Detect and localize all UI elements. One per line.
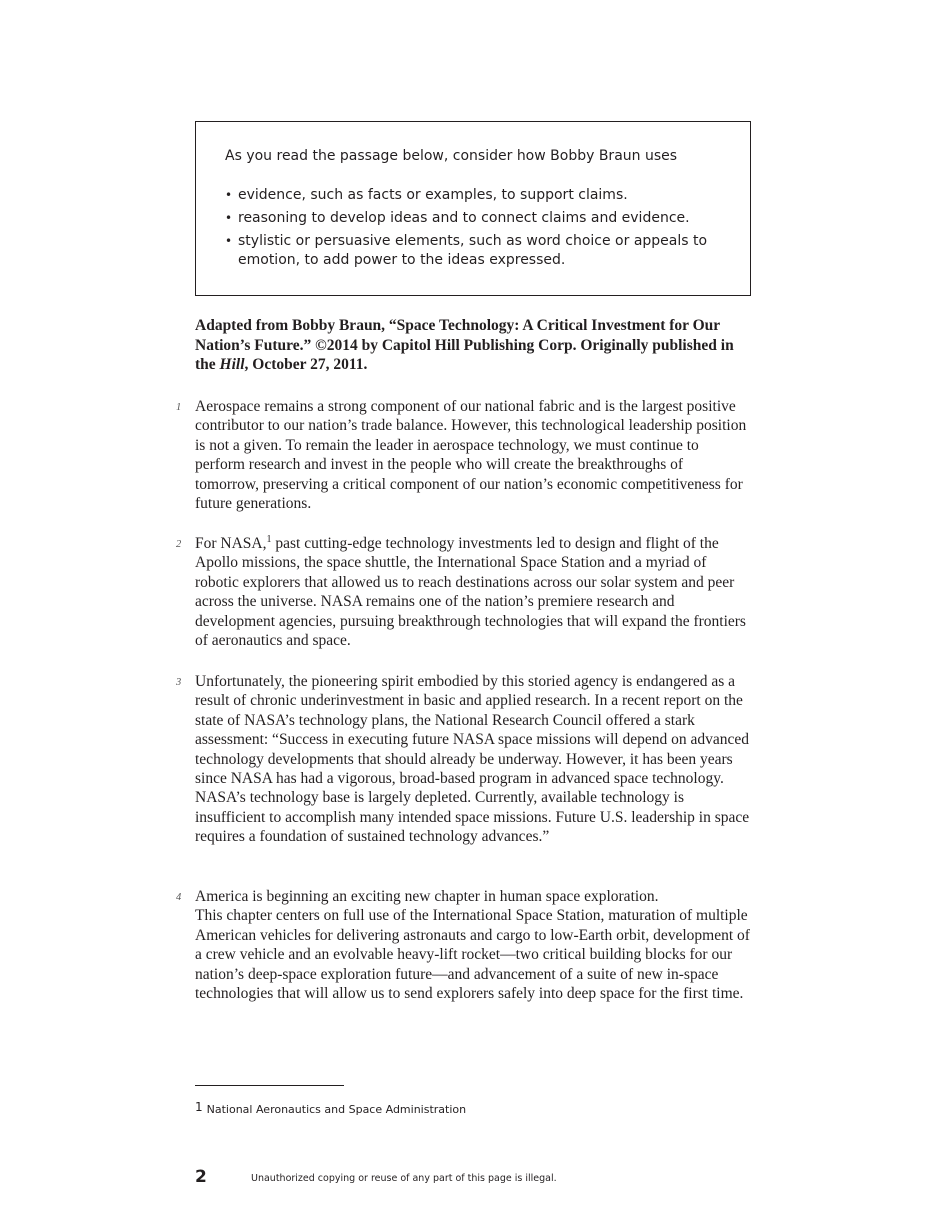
paragraph-2	[176, 533, 750, 650]
footnote-mark: 1	[195, 1100, 203, 1114]
paragraph-4	[176, 887, 750, 1003]
footnote-divider	[195, 1085, 344, 1086]
prompt-bullet-reasoning	[225, 209, 735, 228]
prompt-intro: As you read the passage below, consider how Bobby Braun uses	[225, 148, 678, 164]
prompt-bullet-text: evidence, such as facts or examples, to support claims.	[238, 187, 628, 203]
paragraph-text: Unfortunately, the pioneering spirit embodied by this storied agency is endangered as a result of chronic underinvestment in basic and applied research. In a recent report on the state of NASA’s technology plans, the National Research Council offered a stark assessment: “Success in executing future NASA space missions will depend on advanced technology developments that should already be underway. However, it has been years since NASA has had a vigorous, broad-based program in advanced space technology. NASA’s technology base is largely depleted. Currently, available technology is insufficient to accomplish many intended space missions. Future U.S. leadership in space requires a foundation of sustained technology advances.”	[195, 673, 750, 846]
prompt-bullet-stylistic	[225, 232, 735, 270]
source-citation	[195, 316, 755, 375]
bullet-glyph: •	[225, 234, 233, 248]
prompt-bullet-list	[225, 186, 735, 274]
prompt-bullet-text: stylistic or persuasive elements, such as word choice or appeals to emotion, to add power to the ideas expressed.	[238, 233, 708, 268]
paragraph-number: 2	[176, 539, 182, 550]
reading-prompt-box	[195, 121, 751, 296]
footnote	[195, 1101, 466, 1118]
paragraph-lead: For NASA,	[195, 535, 267, 552]
citation-text: Adapted from Bobby Braun, “Space Technology: A Critical Investment for Our Nation’s Future.” ©2014 by Capitol Hill Publishing Corp. Originally published in the	[195, 317, 734, 373]
bullet-glyph: •	[225, 188, 233, 202]
paragraph-first-line: America is beginning an exciting new chapter in human space exploration.	[195, 888, 659, 905]
citation-date: , October 27, 2011.	[244, 356, 368, 373]
paragraph-number: 4	[176, 892, 182, 903]
paragraph-3	[176, 672, 750, 847]
footnote-text: National Aeronautics and Space Administration	[206, 1103, 467, 1116]
bullet-glyph: •	[225, 211, 233, 225]
paragraph-text: Aerospace remains a strong component of our national fabric and is the largest positive contributor to our nation’s trade balance. However, this technological leadership position is not a given. To remain the leader in aerospace technology, we must continue to perform research and invest in the people who will create the breakthroughs of tomorrow, preserving a critical component of our nation’s economic competitiveness for future generations.	[195, 398, 747, 513]
citation-publication: Hill	[219, 356, 245, 373]
paragraph-1	[176, 397, 750, 513]
paragraph-number: 3	[176, 677, 182, 688]
footnote-reference: 1	[266, 533, 272, 545]
paragraph-text: This chapter centers on full use of the International Space Station, maturation of multiple American vehicles for delivering astronauts and cargo to low-Earth orbit, development of a crew vehicle and an evolvable heavy-lift rocket—two critical building blocks for our nation’s deep-space exploration future—and advancement of a suite of new in-space technologies that will allow us to send explorers safely into deep space for the first time.	[195, 907, 750, 1003]
page-number: 2	[195, 1167, 207, 1187]
copyright-notice: Unauthorized copying or reuse of any part of this page is illegal.	[251, 1173, 557, 1184]
prompt-bullet-text: reasoning to develop ideas and to connect claims and evidence.	[238, 210, 690, 226]
paragraph-number: 1	[176, 402, 182, 413]
prompt-bullet-evidence	[225, 186, 735, 205]
paragraph-text: past cutting-edge technology investments led to design and flight of the Apollo missions, the space shuttle, the International Space Station and a myriad of robotic explorers that allowed us to reach destinations across our solar system and peer across the universe. NASA remains one of the nation’s premiere research and development agencies, pursuing breakthrough technologies that will expand the frontiers of aeronautics and space.	[195, 535, 746, 650]
